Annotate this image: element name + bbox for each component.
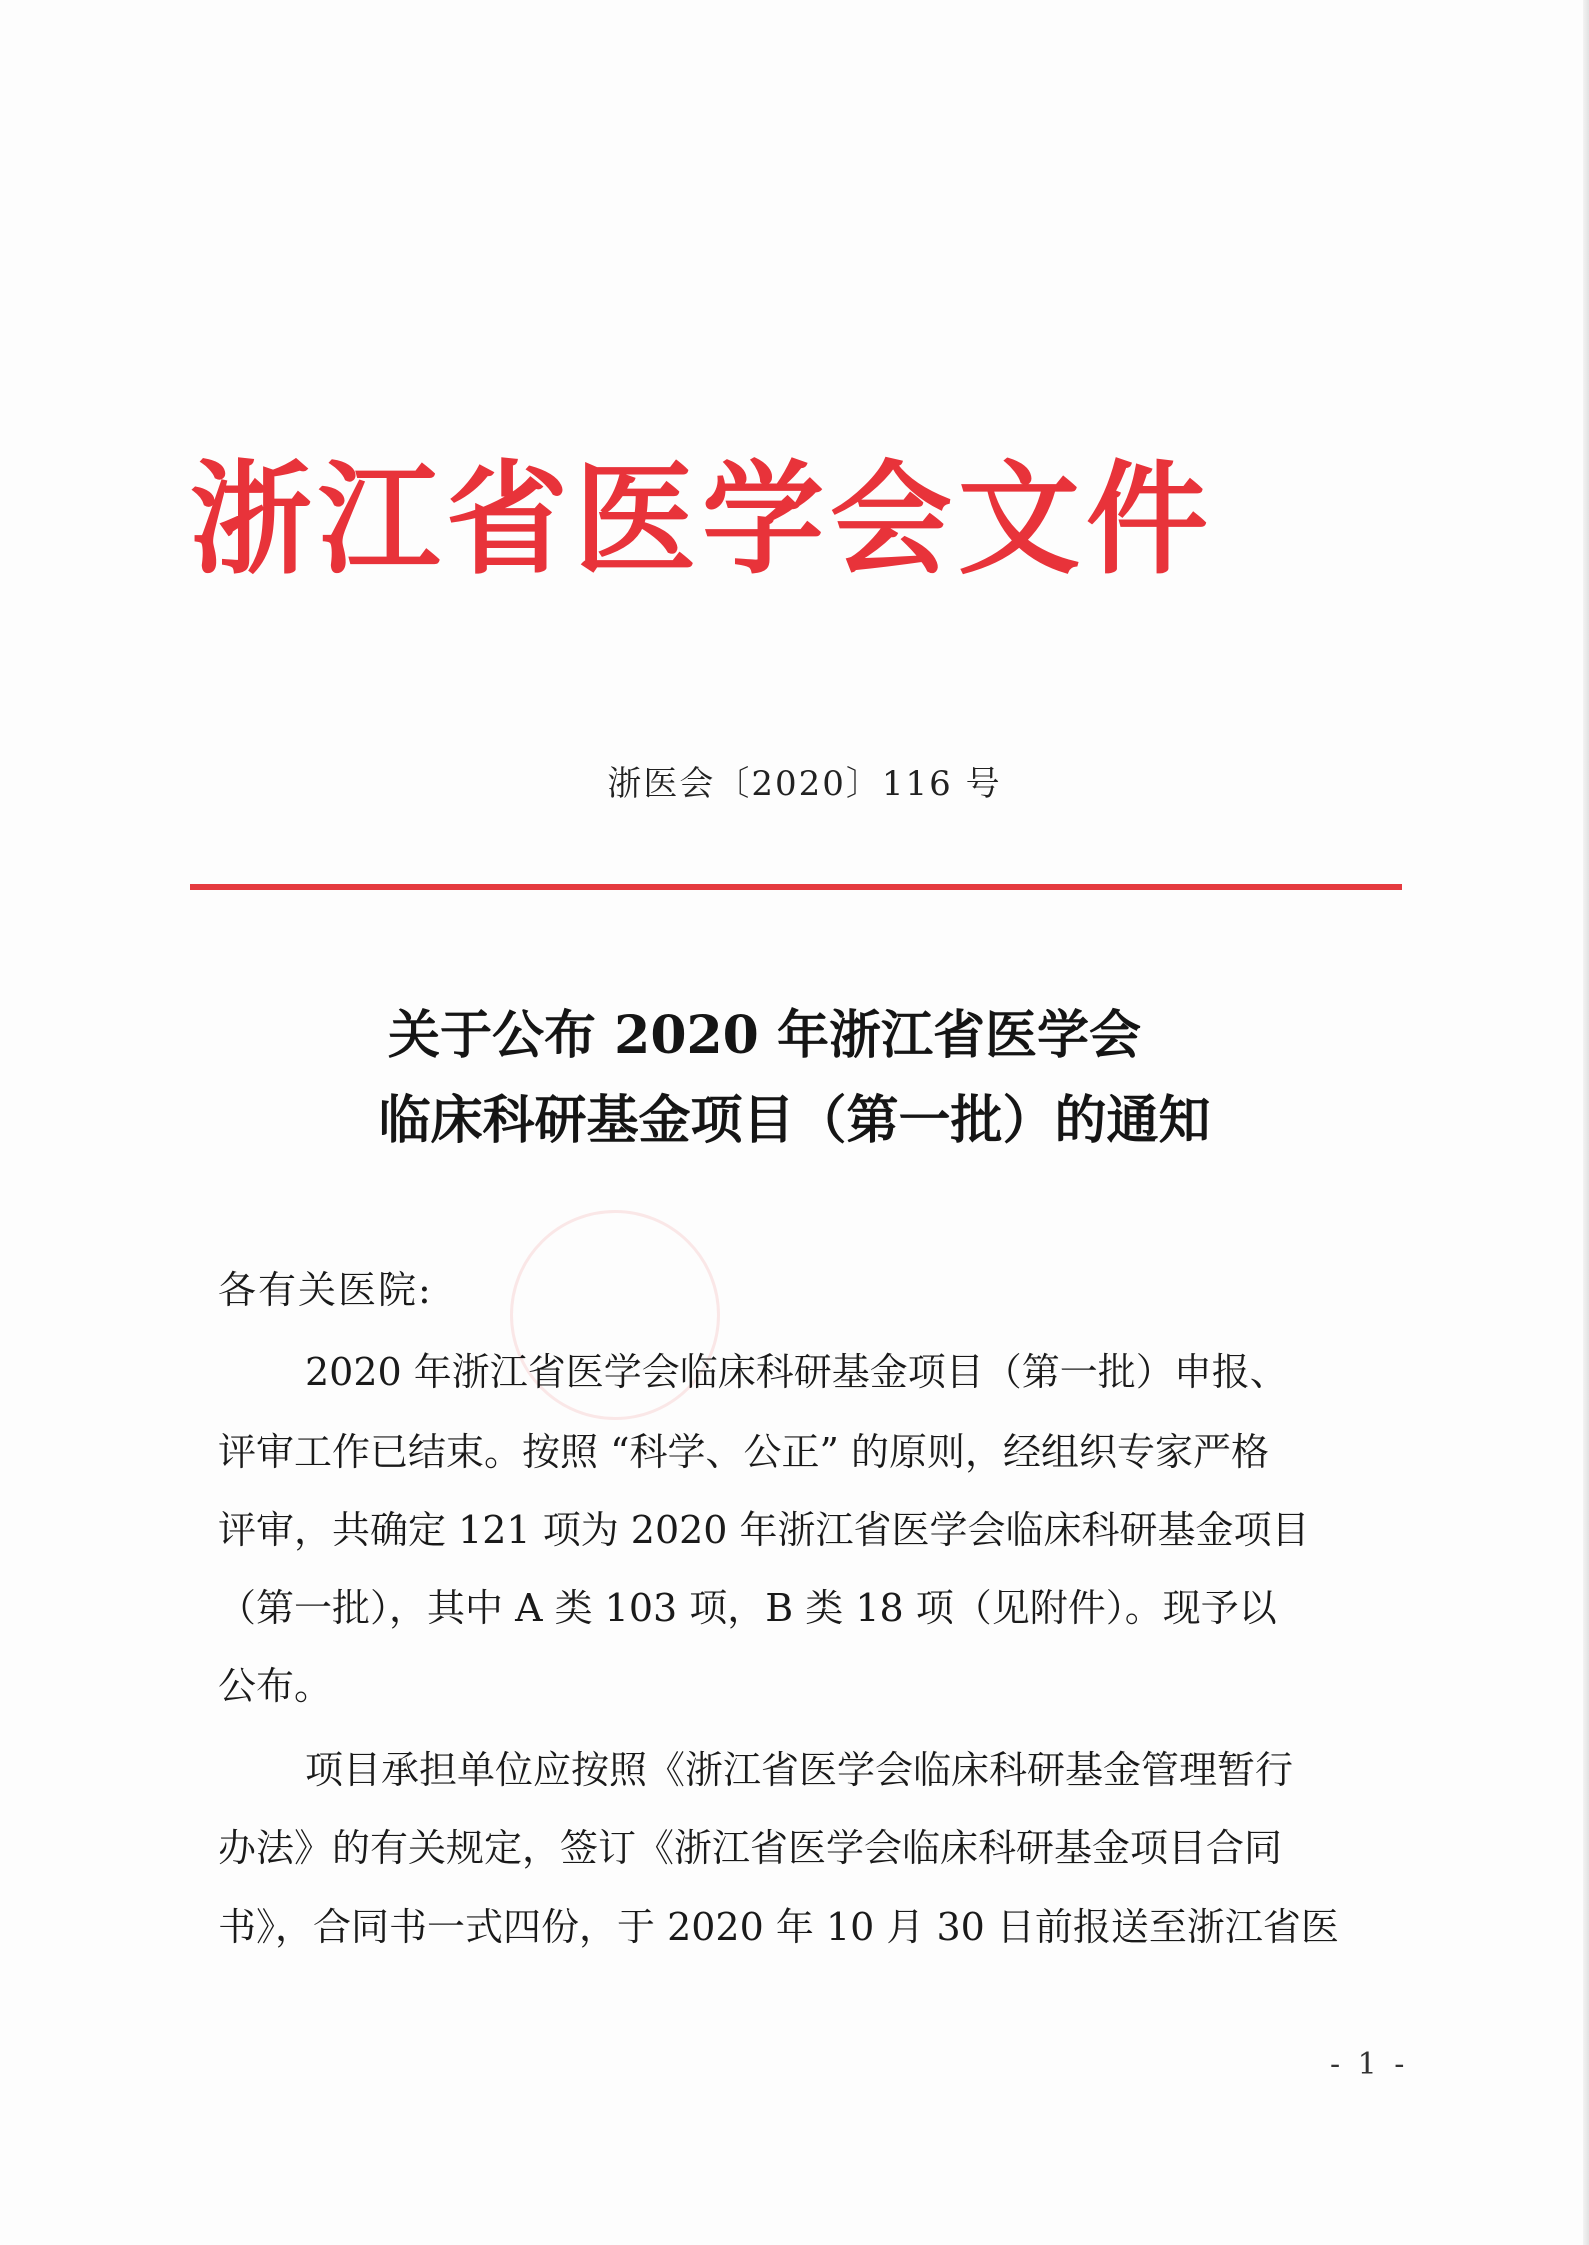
salutation: 各有关医院: xyxy=(218,1268,433,1312)
body-line: 评审工作已结束。按照 “科学、公正” 的原则，经组织专家严格 xyxy=(218,1430,1270,1474)
document-number: 浙医会〔2020〕116 号 xyxy=(607,764,1002,804)
body-line: 公布。 xyxy=(218,1664,333,1708)
issuer-header-title: 浙江省医学会文件 xyxy=(190,449,1214,591)
notice-title-line-2: 临床科研基金项目（第一批）的通知 xyxy=(378,1090,1211,1151)
body-line: 项目承担单位应按照《浙江省医学会临床科研基金管理暂行 xyxy=(305,1748,1294,1792)
body-line: 2020 年浙江省医学会临床科研基金项目（第一批）申报、 xyxy=(305,1350,1288,1394)
red-divider-line xyxy=(190,884,1402,890)
body-line: 书》，合同书一式四份，于 2020 年 10 月 30 日前报送至浙江省医 xyxy=(218,1905,1339,1949)
body-line: 评审，共确定 121 项为 2020 年浙江省医学会临床科研基金项目 xyxy=(218,1508,1310,1552)
page-number: - 1 - xyxy=(1330,2047,1409,2082)
body-line: 办法》的有关规定，签订《浙江省医学会临床科研基金项目合同 xyxy=(218,1826,1283,1870)
body-line: （第一批），其中 A 类 103 项，B 类 18 项（见附件）。现予以 xyxy=(218,1586,1277,1630)
notice-title-line-1: 关于公布 2020 年浙江省医学会 xyxy=(388,1005,1141,1066)
